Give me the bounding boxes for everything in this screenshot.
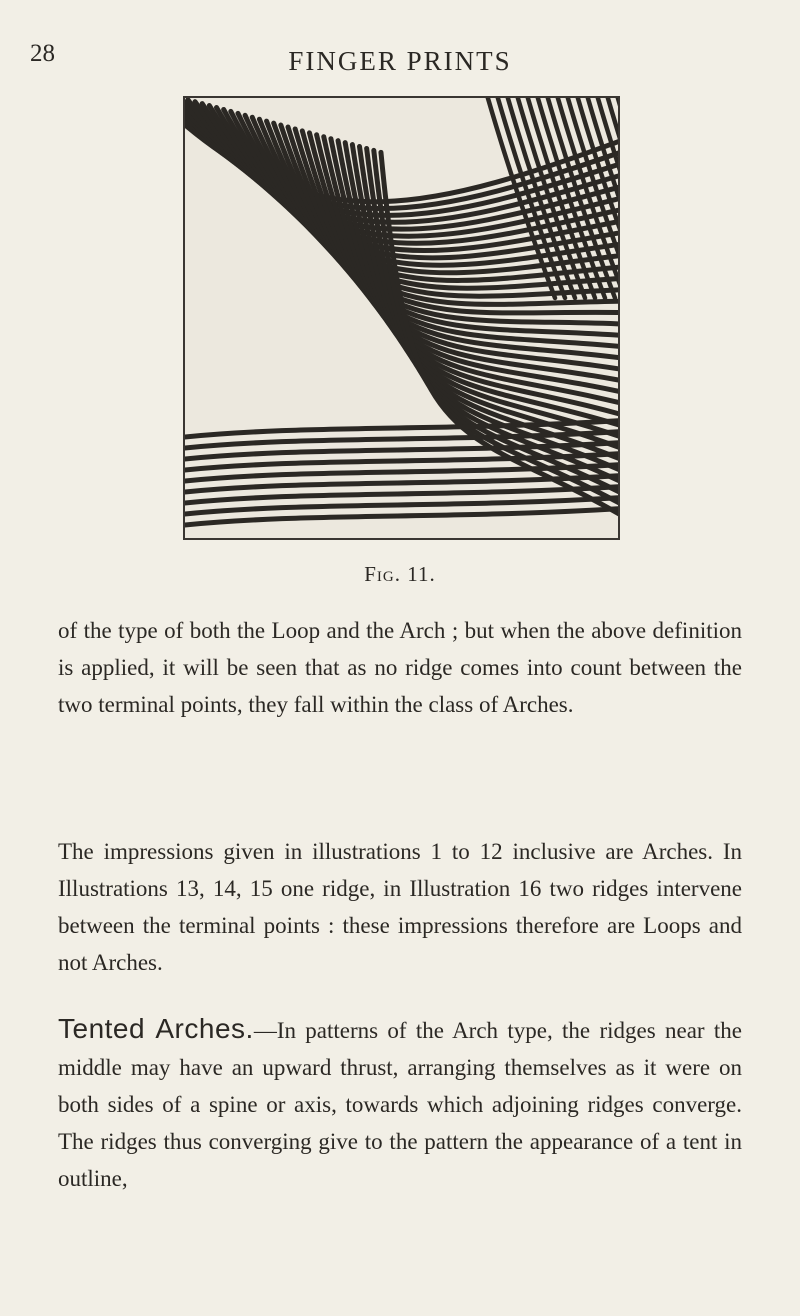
body-paragraph-3 <box>58 1010 742 1197</box>
running-title: FINGER PRINTS <box>288 46 512 76</box>
fingerprint-image <box>185 98 618 538</box>
body-paragraph-1: of the type of both the Loop and the Arch ; but when the above definition is applied, it will be seen that as no ridge comes into count between the two terminal points, they fall within the class of Arches. <box>58 618 742 717</box>
section-heading: Tented Arches. <box>58 1013 254 1044</box>
figure-caption: Fig. 11. <box>364 562 436 586</box>
section-text: —In patterns of the Arch type, the ridges near the middle may have an upward thrust, arranging themselves as it were on both sides of a spine or axis, towards which adjoining ridges converge. The ridges thus converging give to the pattern the appearance of a tent in outline, <box>58 1018 743 1191</box>
fingerprint-figure <box>183 96 620 540</box>
body-paragraph-2: The impressions given in illustrations 1 to 12 inclusive are Arches. In Illustrations 13, 14, 15 one ridge, in Illustration 16 two ridges intervene between the terminal points : these impressions therefore are Loops and not Arches. <box>58 839 742 975</box>
page-number: 28 <box>30 40 55 67</box>
